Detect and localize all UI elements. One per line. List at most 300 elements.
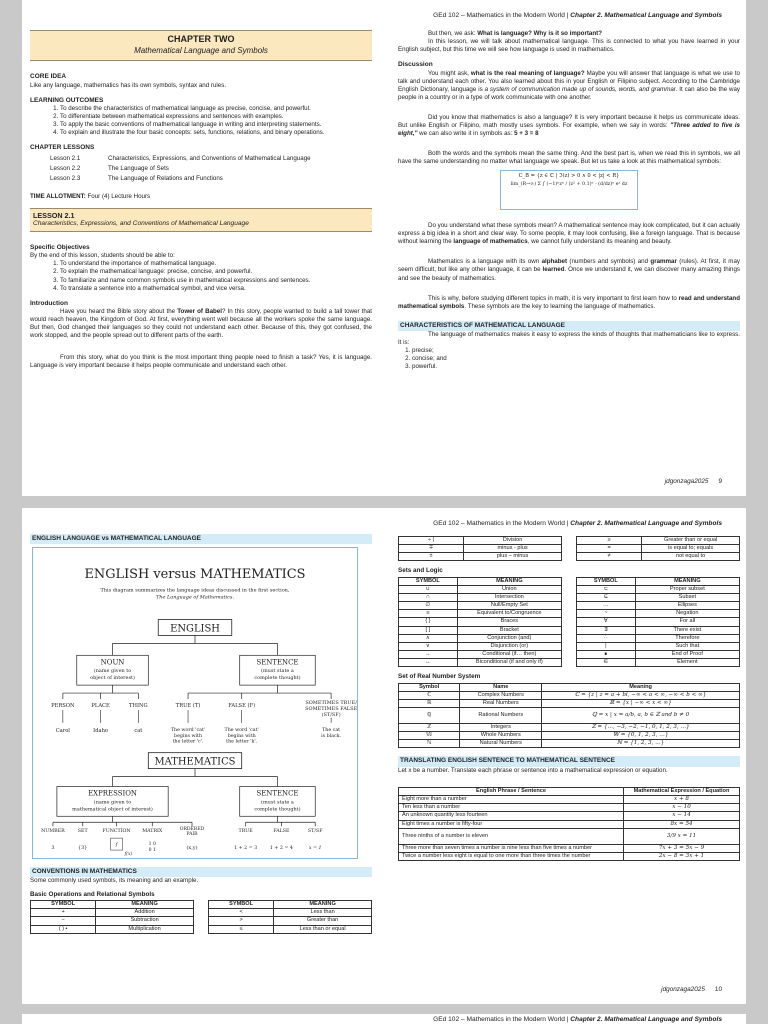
core-idea-heading: CORE IDEA (30, 73, 67, 81)
characteristic-item: 2. concise; and (412, 355, 740, 363)
table-row (399, 602, 562, 610)
discussion-paragraph: Mathematics is a language with its own alphabet (numbers and symbols) and grammar (rules). At first, it may seem difficult, but like any other language, it can be learned. Once we understand it, we can discover many amazing things and see the beauty of mathematics. (398, 258, 740, 282)
table-row (399, 828, 740, 844)
example-true: the letter 'c'. (172, 740, 204, 746)
meaning-cell: Conjunction (and) (457, 634, 561, 642)
right-column (398, 536, 740, 861)
table-row (399, 626, 562, 634)
symbol-cell: ∎ (577, 651, 636, 659)
header-chapter: Chapter 2. Mathematical Language and Symbols (570, 1016, 722, 1023)
lesson-row (32, 155, 317, 163)
objective-item: 2. To explain the mathematical language: precise, concise, and powerful. (60, 268, 372, 276)
sometimes-node: (ST/SF) (321, 712, 341, 719)
name-cell: Complex Numbers (460, 691, 542, 699)
table-row (399, 820, 740, 828)
table-row (209, 909, 372, 917)
meaning-cell: is equal to; equals (642, 545, 740, 553)
table-row (577, 626, 740, 634)
table-row (577, 610, 740, 618)
basic-ops-tables (30, 900, 372, 934)
footer-author: jdgonzaga2025 (661, 985, 705, 993)
sentence-node: SENTENCE (256, 658, 299, 667)
lesson-row (32, 175, 317, 183)
header-chapter: Chapter 2. Mathematical Language and Symbols (570, 520, 722, 527)
english-cell: An unknown quantity less fourteen (399, 812, 624, 820)
true-node: TRUE (T) (175, 703, 201, 710)
symbol-cell: ℚ (399, 708, 460, 724)
function-node: FUNCTION (102, 829, 131, 835)
table-row (399, 852, 740, 860)
meaning-cell: ℝ = {x | −∞ < x < ∞} (542, 699, 740, 707)
basic-ops-cont-left (398, 536, 562, 561)
col-name: Name (460, 683, 542, 691)
symbol-cell: ÷ | (399, 537, 464, 545)
discussion-heading: Discussion (398, 61, 433, 69)
symbol-cell: ⊆ (577, 593, 636, 601)
sets-logic-table-right (576, 577, 740, 668)
meaning-cell: Element (635, 659, 739, 667)
left-column (30, 534, 372, 934)
symbol-cell: ℤ (399, 724, 460, 732)
example-true: begins with (174, 734, 203, 740)
example-false: begins with (227, 734, 256, 740)
discussion-paragraph: Did you know that mathematics is also a language? It is very important because it helps us communicate ideas. But unlike English or Filipino, math mostly uses symbols. For example, when we say in words: "Three added to five is eight," we can also write it in symbols as: 5 + 3 = 8 (398, 113, 740, 137)
formula-line: lim_(R→∞) Σ ∫ (−1)ⁿzⁿ / (z² + 0.1)ⁿ · (d/dz)ⁿ eᶻ dz (510, 181, 628, 187)
right-column (398, 30, 740, 371)
english-cell: Ten less than a number (399, 804, 624, 812)
symbol-cell: + (31, 909, 96, 917)
page-number: 10 (714, 985, 722, 993)
outcome-item: 3. To apply the basic conventions of mathematical language in writing and interpreting statements. (60, 121, 372, 129)
table-row (577, 593, 740, 601)
symbol-cell: ± (399, 553, 464, 561)
example-false: the letter 'k'. (226, 740, 258, 746)
table-row (399, 804, 740, 812)
table-row (577, 537, 740, 545)
table-row (31, 917, 194, 925)
example-function-output: f(x) (124, 852, 133, 858)
meaning-cell: Disjunction (or) (457, 642, 561, 650)
sentence-desc: complete thought) (254, 675, 301, 682)
discussion-paragraph: This is why, before studying different topics in math, it is very important to first learn how to read and understand mathematical symbols. These symbols are the key to learning the language of mathematics. (398, 294, 740, 310)
symbol-cell: [ ] (399, 626, 458, 634)
real-number-table (398, 683, 740, 749)
meaning-cell: Subset (635, 593, 739, 601)
lesson-number: Lesson 2.1 (50, 154, 81, 162)
sets-logic-tables (398, 577, 740, 668)
english-cell: Eight times a number is fifty-four (399, 820, 624, 828)
formula-image (500, 170, 638, 210)
expression-node: EXPRESSION (88, 789, 137, 798)
sentence-desc: (must state a (261, 668, 294, 675)
outcomes-heading: LEARNING OUTCOMES (30, 96, 104, 104)
sometimes-node: SOMETIMES FALSE (305, 706, 358, 713)
page-footer (665, 478, 722, 486)
example-cat: cat (134, 728, 143, 735)
table-row (399, 691, 740, 699)
symbol-cell: 𝕎 (399, 732, 460, 740)
objectives-heading: Specific Objectives (30, 243, 90, 251)
table-row (399, 724, 740, 732)
meaning-cell: Therefore (635, 634, 739, 642)
table-row (399, 651, 562, 659)
col-meaning: MEANING (457, 577, 561, 585)
english-cell: Twice a number less eight is equal to one more than three times the number (399, 852, 624, 860)
lessons-table (30, 153, 319, 185)
meaning-cell: There exist (635, 626, 739, 634)
meaning-cell: 𝕎 = {0, 1, 2, 3, …} (542, 732, 740, 740)
objectives-intro: By the end of this lesson, students should be able to: (30, 252, 175, 260)
chapter-title-box (30, 30, 372, 61)
example-sometimes: The cat (322, 728, 341, 734)
col-meaning: MEANING (635, 577, 739, 585)
meaning-cell: Subtraction (96, 917, 194, 925)
sometimes-node: SOMETIMES TRUE/ (305, 700, 357, 707)
math-cell: 3/9 x = 11 (624, 828, 740, 844)
english-cell: Eight more than a number (399, 796, 624, 804)
meaning-cell: not equal to (642, 553, 740, 561)
objective-item: 3. To familiarize and name common symbols use in mathematical expressions and sentences. (60, 277, 372, 285)
running-header (433, 12, 722, 21)
english-cell: Three more than seven times a number is nine less than five times a number (399, 844, 624, 852)
basic-ops-table-right (208, 900, 372, 934)
math-sentence-node: SENTENCE (256, 789, 299, 798)
meaning-cell: minus - plus (464, 545, 562, 553)
symbol-cell: ∧ (399, 634, 458, 642)
symbol-cell: ℂ (399, 691, 460, 699)
example-matrix: 1 0 (148, 842, 156, 848)
symbol-cell: ≤ (209, 925, 274, 933)
table-row (399, 545, 562, 553)
name-cell: Integers (460, 724, 542, 732)
meaning-cell: Negation (635, 610, 739, 618)
meaning-cell: Conditional (if… then) (457, 651, 561, 659)
symbol-cell: ∈ (577, 659, 636, 667)
document-page-10 (22, 508, 746, 1004)
example-carol: Carol (55, 728, 70, 735)
page-number: 9 (718, 477, 722, 485)
core-idea-text: Like any language, mathematics has its own symbols, syntax and rules. (30, 81, 227, 89)
symbol-cell: ℕ (399, 740, 460, 748)
col-symbol: Symbol (399, 683, 460, 691)
noun-desc: (name given to (93, 668, 132, 675)
document-page-9 (22, 0, 746, 496)
example-math-stsf: x = 1 (308, 846, 322, 852)
meaning-cell: For all (635, 618, 739, 626)
meaning-cell: Null/Empty Set (457, 602, 561, 610)
table-row (399, 659, 562, 667)
symbol-cell: ∓ (399, 545, 464, 553)
meaning-cell: Such that (635, 642, 739, 650)
math-cell: 7x + 3 = 5x − 9 (624, 844, 740, 852)
lesson-box-title: LESSON 2.1 (33, 210, 75, 220)
time-label: TIME ALLOTMENT: (30, 192, 86, 200)
math-stsf-node: ST/SF (307, 829, 323, 835)
number-node: NUMBER (41, 829, 65, 835)
symbol-cell: ↔ (399, 659, 458, 667)
symbol-cell: ∅ (399, 602, 458, 610)
table-row (399, 642, 562, 650)
table-row (31, 909, 194, 917)
table-row (577, 553, 740, 561)
lesson-box-subtitle: Characteristics, Expressions, and Conventions of Mathematical Language (33, 220, 249, 228)
time-allotment (30, 193, 372, 201)
basic-ops-cont-right (576, 536, 740, 561)
english-cell: Three ninths of a number is eleven (399, 828, 624, 844)
name-cell: Real Numbers (460, 699, 542, 707)
matrix-node: MATRIX (142, 829, 163, 835)
col-english: English Phrase / Sentence (399, 787, 624, 795)
col-math: Mathematical Expression / Equation (624, 787, 740, 795)
conventions-paragraph: Some commonly used symbols, its meaning and an example. (30, 876, 199, 884)
example-set: {3} (77, 845, 88, 852)
meaning-cell: plus – minus (464, 553, 562, 561)
meaning-cell: Greater than (274, 917, 372, 925)
intro-paragraph-2: From this story, what do you think is the most important thing people need to finish a task? Yes, it is language. Language is very important because it helps people communicate and understand each other. (30, 354, 372, 370)
meaning-cell: End of Proof (635, 651, 739, 659)
table-row (577, 545, 740, 553)
table-row (577, 634, 740, 642)
table-row (399, 593, 562, 601)
false-node: FALSE (F) (228, 703, 256, 710)
characteristics-list (398, 347, 740, 371)
math-cell: 2x − 8 = 3x + 1 (624, 852, 740, 860)
name-cell: Whole Numbers (460, 732, 542, 740)
meaning-cell: Multiplication (96, 925, 194, 933)
header-chapter: Chapter 2. Mathematical Language and Symbols (570, 12, 722, 19)
example-number: 3 (51, 845, 55, 852)
col-meaning: MEANING (274, 901, 372, 909)
meaning-cell: Bracket (457, 626, 561, 634)
noun-node: NOUN (100, 658, 125, 667)
basic-ops-table-left (30, 900, 194, 934)
footer-author: jdgonzaga2025 (664, 477, 709, 485)
set-node: SET (77, 829, 88, 835)
translating-heading: TRANSLATING ENGLISH SENTENCE TO MATHEMATICAL SENTENCE (398, 756, 740, 766)
col-symbol: SYMBOL (31, 901, 96, 909)
meaning-cell: Less than (274, 909, 372, 917)
symbol-cell: ( ) • (31, 925, 96, 933)
conventions-heading: CONVENTIONS IN MATHEMATICS (30, 867, 372, 877)
translating-paragraph: Let x be a number. Translate each phrase or sentence into a mathematical expression or equation. (398, 766, 668, 774)
meaning-cell: Greater than or equal (642, 537, 740, 545)
time-value: Four (4) Lecture Hours (85, 192, 151, 200)
example-pair: (x,y) (186, 845, 198, 852)
table-row (399, 537, 562, 545)
diagram-subtitle: This diagram summarizes the language ideas discussed in the first section, (100, 588, 290, 595)
intro-paragraph: Have you heard the Bible story about the Tower of Babel? In this story, people wanted to build a tall tower that would reach heaven, the Kingdom of God. At first, everything went well because all the workers spoke the same language. But then, God changed their languages so they could not understand each other. Because of this, they got confused, the work stopped, and the people spread out to different parts of the earth. (30, 308, 372, 340)
meaning-cell: Biconditional (if and only if) (457, 659, 561, 667)
col-symbol: SYMBOL (577, 577, 636, 585)
basic-ops-continued (398, 536, 740, 561)
page-footer (661, 986, 722, 994)
characteristics-paragraph: The language of mathematics makes it easy to express the kinds of thoughts that mathematicians like to express. It is: (398, 331, 740, 347)
outcomes-list (30, 105, 372, 137)
lesson-title: Characteristics, Expressions, and Conventions of Mathematical Language (108, 154, 311, 162)
symbol-cell: − (31, 917, 96, 925)
table-row (399, 708, 740, 724)
symbol-cell: ≥ (577, 537, 642, 545)
symbol-cell: ∃ (577, 626, 636, 634)
table-row (209, 925, 372, 933)
table-row (399, 699, 740, 707)
lesson-title-box (30, 208, 372, 232)
diagram-title: ENGLISH versus MATHEMATICS (84, 567, 306, 583)
symbol-cell: ≠ (577, 553, 642, 561)
place-node: PLACE (91, 703, 110, 710)
table-row (399, 740, 740, 748)
symbol-cell: = (577, 545, 642, 553)
meaning-cell: Proper subset (635, 585, 739, 593)
example-matrix: 0 1 (148, 848, 156, 854)
symbol-cell: | (577, 642, 636, 650)
math-cell: 8x = 54 (624, 820, 740, 828)
lessons-heading: CHAPTER LESSONS (30, 144, 95, 152)
example-false: The word 'cat' (224, 728, 259, 734)
example-sometimes: is black. (321, 734, 342, 740)
noun-desc: object of interest) (90, 675, 135, 682)
symbol-cell: … (577, 602, 636, 610)
basic-ops-caption: Basic Operations and Relational Symbols (30, 891, 155, 898)
table-row (577, 602, 740, 610)
left-column (30, 30, 372, 370)
characteristic-item: 1. precise; (412, 347, 740, 355)
symbol-cell: ∪ (399, 585, 458, 593)
table-row (399, 553, 562, 561)
characteristics-heading: CHARACTERISTICS OF MATHEMATICAL LANGUAGE (398, 321, 740, 331)
example-math-false: 1 + 2 = 4 (269, 846, 293, 852)
example-function: f (115, 842, 118, 849)
example-math-true: 1 + 2 = 3 (234, 846, 258, 852)
english-node: ENGLISH (170, 623, 220, 635)
document-page-11 (22, 1014, 746, 1024)
formula-line: C_B = {z ∈ ℂ | ℑ(z) > 0 ∧ 0 < |z| < R} (518, 173, 620, 180)
translation-table (398, 787, 740, 861)
real-number-caption: Set of Real Number System (398, 673, 481, 681)
meaning-cell: Addition (96, 909, 194, 917)
discussion-paragraph: You might ask, what is the real meaning of language? Maybe you will answer that language is what we use to talk and understand each other. You also learned about this in your English or Filipino subject. According to the Cambridge English Dictionary, language is a system of communication made up of sounds, words, and grammar. It can also be the way people in a country or in a type of work communicate with one another. (398, 69, 740, 101)
symbol-cell: ⊂ (577, 585, 636, 593)
symbol-cell: → (399, 651, 458, 659)
ordered-pair-node: PAIR (186, 832, 198, 838)
col-symbol: SYMBOL (399, 577, 458, 585)
name-cell: Natural Numbers (460, 740, 542, 748)
meaning-cell: ℂ = {z | z = a + bi, −∞ < a < ∞, −∞ < b < ∞} (542, 691, 740, 699)
meaning-cell: ℚ = x | x = a/b, a, b ∈ ℤ and b ≠ 0 (542, 708, 740, 724)
symbol-cell: > (209, 917, 274, 925)
example-true: The word 'cat' (170, 728, 206, 734)
characteristic-item: 3. powerful. (412, 363, 740, 371)
expression-desc: mathematical object of interest) (72, 806, 153, 813)
meaning-cell: Less than or equal (274, 925, 372, 933)
symbol-cell: { } (399, 618, 458, 626)
table-row (399, 610, 562, 618)
objective-item: 4. To translate a sentence into a mathematical symbol, and vice versa. (60, 285, 372, 293)
col-symbol: SYMBOL (209, 901, 274, 909)
math-cell: x − 10 (624, 804, 740, 812)
ordered-pair-node: ORDERED (179, 827, 205, 833)
meaning-cell: ℕ = {1, 2, 3, …} (542, 740, 740, 748)
english-vs-math-heading: ENGLISH LANGUAGE vs MATHEMATICAL LANGUAGE (30, 534, 372, 544)
outcome-item: 1. To describe the characteristics of mathematical language as precise, concise, and powerful. (60, 105, 372, 113)
chapter-subtitle: Mathematical Language and Symbols (134, 45, 268, 55)
lesson-title: The Language of Sets (108, 164, 169, 172)
table-row (577, 642, 740, 650)
math-true-node: TRUE (238, 829, 253, 835)
table-row (577, 618, 740, 626)
meaning-cell: Division (464, 537, 562, 545)
meaning-cell: Equivalent to/Congruence (457, 610, 561, 618)
table-row (577, 585, 740, 593)
table-row (399, 796, 740, 804)
table-row (399, 618, 562, 626)
introduction-heading: Introduction (30, 299, 68, 307)
running-header (433, 520, 722, 529)
meaning-cell: Braces (457, 618, 561, 626)
math-cell: x + 8 (624, 796, 740, 804)
col-meaning: Meaning (542, 683, 740, 691)
header-course: GEd 102 – Mathematics in the Modern World | (433, 520, 571, 527)
math-sentence-desc: complete thought) (254, 806, 301, 813)
table-row (399, 585, 562, 593)
lesson-title: The Language of Relations and Functions (108, 174, 223, 182)
symbol-cell: ∴ (577, 634, 636, 642)
meaning-cell: Intersection (457, 593, 561, 601)
symbol-cell: ℝ (399, 699, 460, 707)
table-row (399, 732, 740, 740)
english-vs-mathematics-diagram (32, 547, 358, 859)
running-header (433, 1016, 722, 1024)
lesson-number: Lesson 2.3 (50, 174, 81, 182)
meaning-cell: ℤ = {…, −3, −2, −1, 0, 1, 2, 3, …} (542, 724, 740, 732)
diagram-subtitle: The Language of Mathematics. (155, 595, 235, 602)
sets-logic-table-left (398, 577, 562, 668)
person-node: PERSON (51, 703, 75, 710)
table-row (399, 634, 562, 642)
discussion-paragraph: Do you understand what these symbols mean? A mathematical sentence may look complicated, but it can actually express a big idea in a short and clear way. To some people, it may look confusing, like a foreign language. That is because without learning the language of mathematics, we cannot fully understand its meaning and beauty. (398, 222, 740, 246)
sets-logic-caption: Sets and Logic (398, 567, 443, 575)
header-course: GEd 102 – Mathematics in the Modern World | (433, 12, 571, 19)
discussion-paragraph: Both the words and the symbols mean the same thing. And the best part is, when we read this in symbols, we all have the same understanding no matter what language we speak. But let us take a look at this mathematical symbols: (398, 150, 740, 166)
table-row (577, 651, 740, 659)
math-cell: x − 14 (624, 812, 740, 820)
outcome-item: 2. To differentiate between mathematical expressions and sentences with examples. (60, 113, 372, 121)
thing-node: THING (129, 703, 148, 710)
mathematics-node: MATHEMATICS (154, 757, 236, 769)
symbol-cell: < (209, 909, 274, 917)
table-row (399, 844, 740, 852)
lesson-number: Lesson 2.2 (50, 164, 81, 172)
lesson-intro-paragraph: In this lesson, we will talk about mathematical language. This is connected to what you have learned in your English subject, but this time we will see how language is used in mathematics. (398, 38, 740, 54)
example-idaho: Idaho (93, 728, 109, 735)
meaning-cell: Ellipses (635, 602, 739, 610)
lesson-row (32, 165, 317, 173)
table-row (399, 812, 740, 820)
symbol-cell: ~ (577, 610, 636, 618)
symbol-cell: ∨ (399, 642, 458, 650)
expression-desc: (name given to (93, 799, 132, 806)
outcome-item: 4. To explain and illustrate the four basic concepts: sets, functions, relations, and binary operations. (60, 129, 372, 137)
name-cell: Rational Numbers (460, 708, 542, 724)
objective-item: 1. To understand the importance of mathematical language. (60, 260, 372, 268)
objectives-list (30, 260, 372, 292)
math-sentence-desc: (must state a (261, 799, 294, 806)
question-paragraph: But then, we ask: What is language? Why is it so important? (428, 30, 602, 37)
table-row (31, 925, 194, 933)
table-row (577, 659, 740, 667)
math-false-node: FALSE (273, 829, 290, 835)
col-meaning: MEANING (96, 901, 194, 909)
